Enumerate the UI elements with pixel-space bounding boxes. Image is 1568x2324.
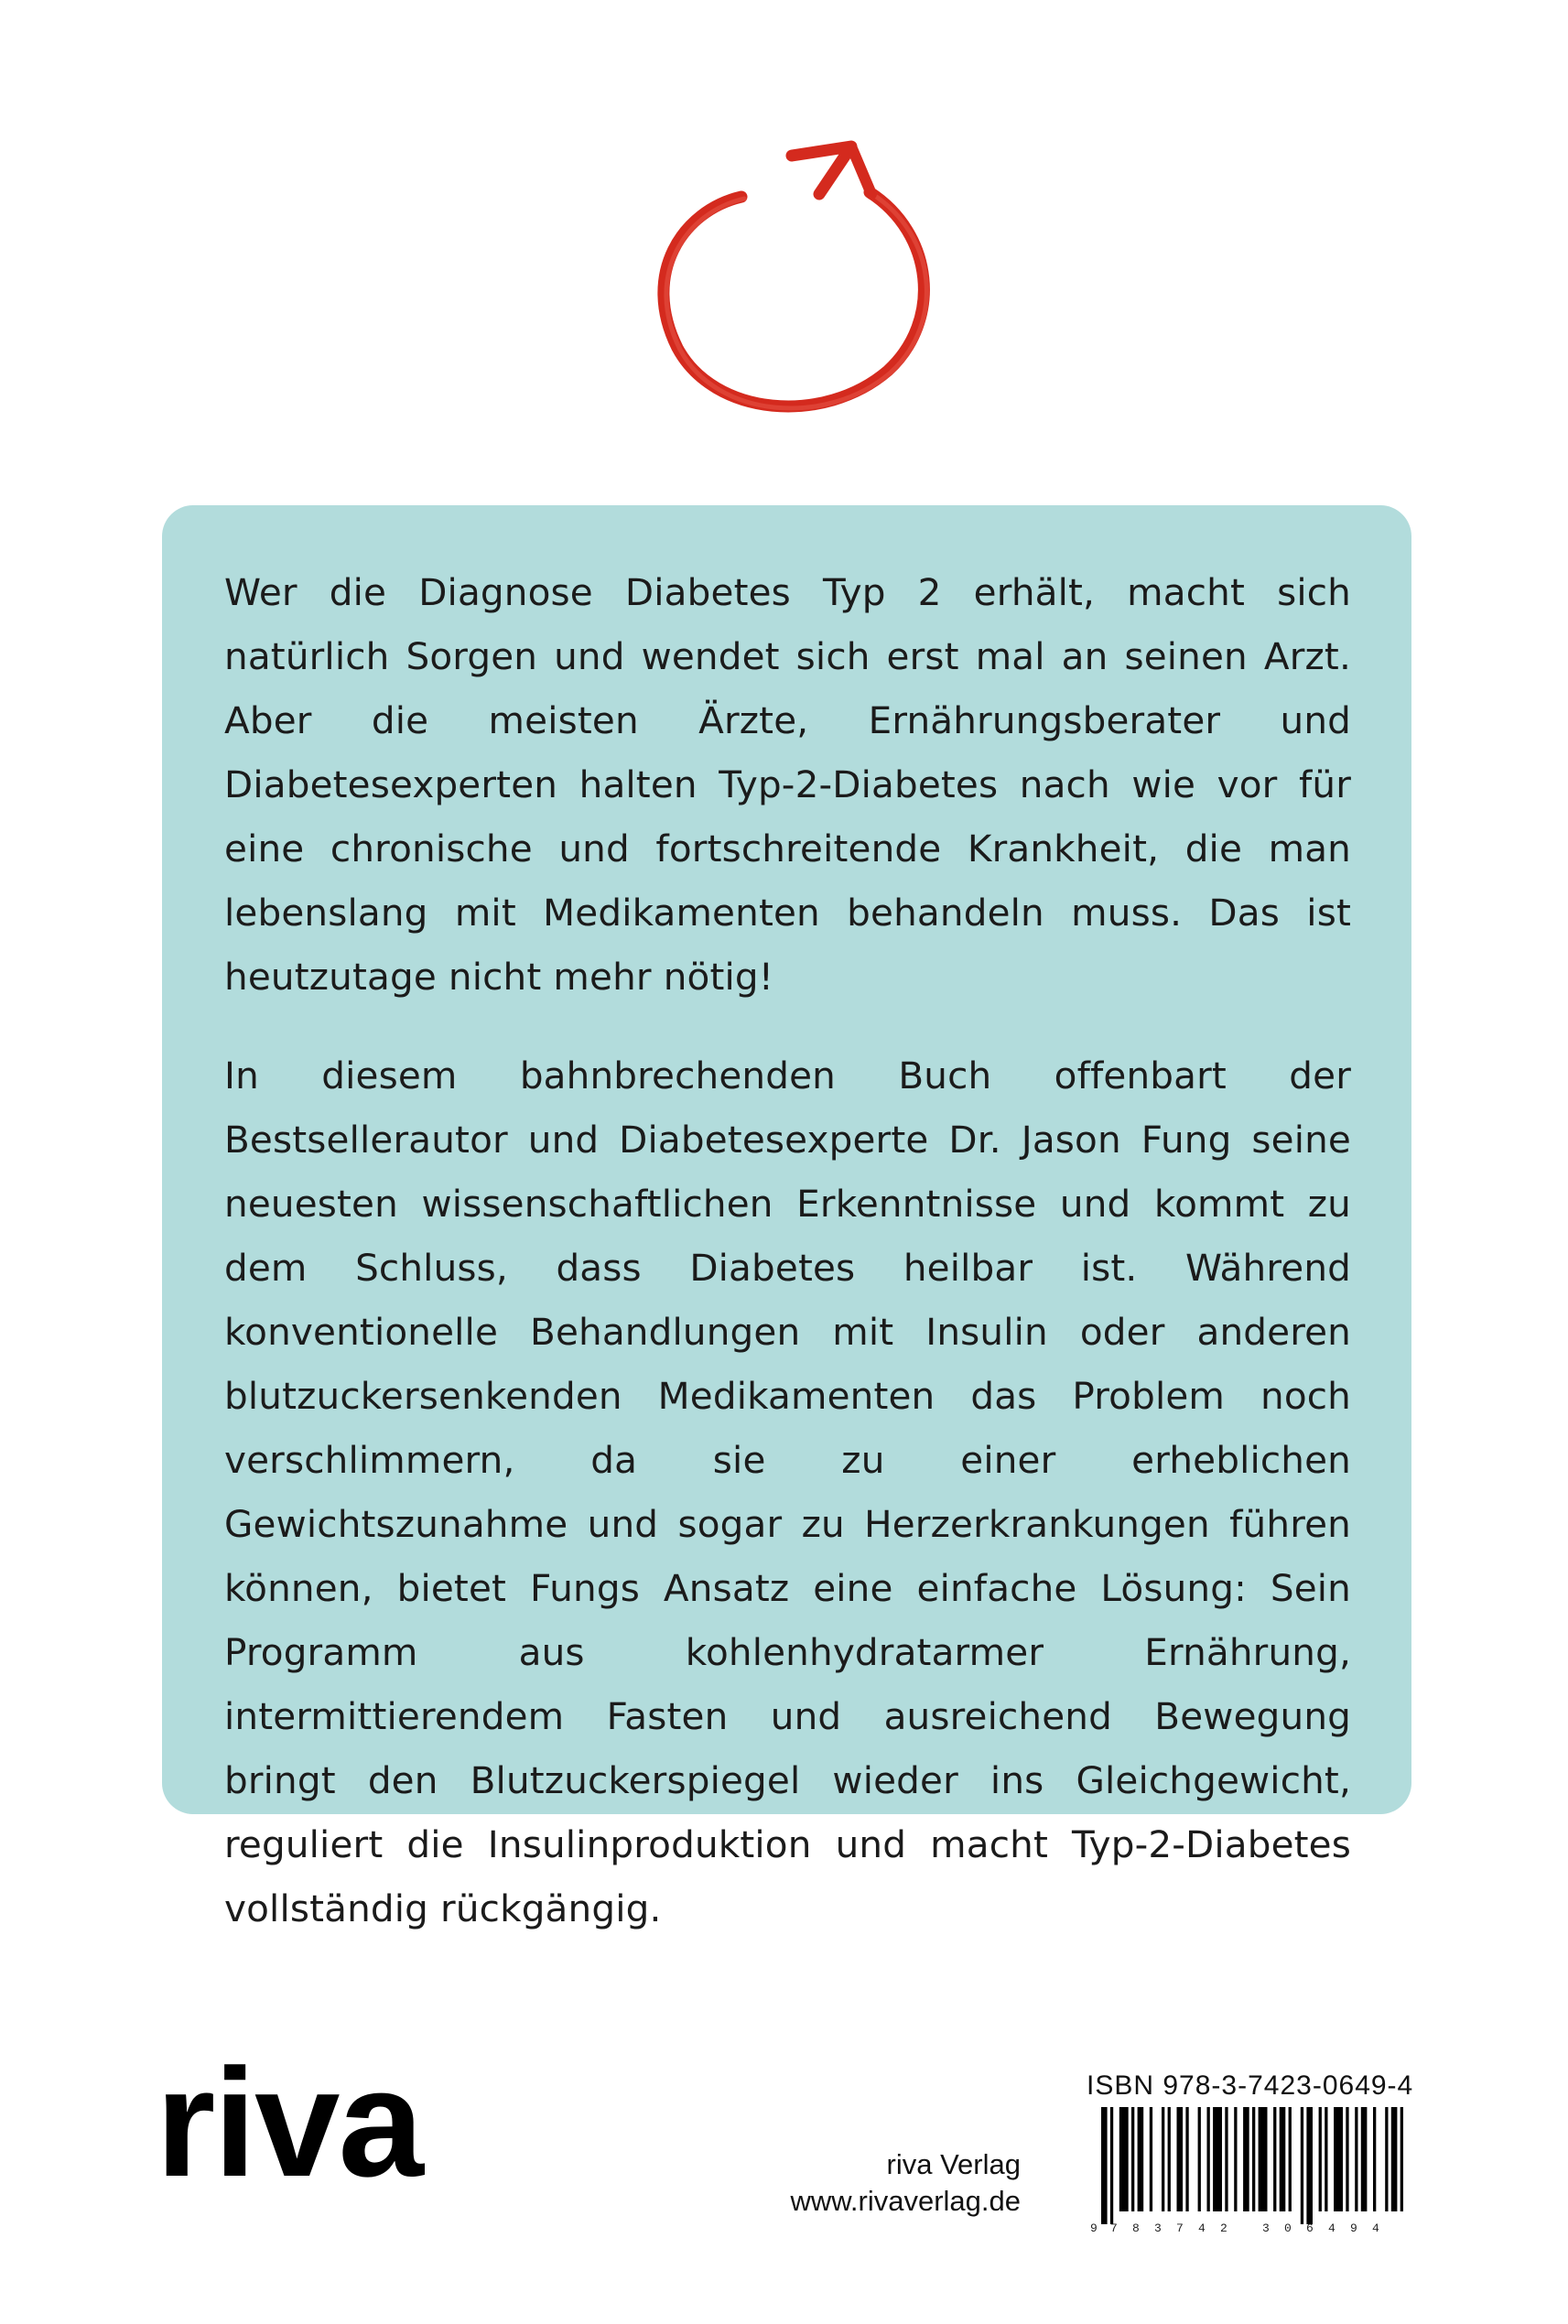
barcode-bar	[1177, 2107, 1184, 2211]
barcode-bar	[1131, 2107, 1134, 2211]
publisher-info	[790, 2146, 1021, 2220]
barcode-bar	[1346, 2107, 1348, 2211]
barcode-bar	[1355, 2107, 1357, 2211]
barcode-digit: 9	[1090, 2221, 1098, 2235]
barcode-bar	[1325, 2107, 1327, 2211]
barcode-bar	[1289, 2107, 1292, 2211]
barcode-digit: 0	[1284, 2221, 1292, 2235]
barcode-digit: 2	[1220, 2221, 1227, 2235]
barcode-digit: 4	[1198, 2221, 1206, 2235]
barcode-bar	[1273, 2107, 1276, 2211]
barcode-bar	[1162, 2107, 1164, 2211]
barcode-digit: 7	[1176, 2221, 1184, 2235]
isbn-block	[1087, 2070, 1414, 2235]
barcode-bar	[1198, 2107, 1201, 2211]
barcode-bar	[1319, 2107, 1322, 2211]
barcode-bar	[1301, 2107, 1303, 2224]
barcode-bar	[1400, 2107, 1403, 2211]
barcode-bar	[1168, 2107, 1171, 2211]
barcode-bar	[1243, 2107, 1249, 2211]
barcode	[1087, 2107, 1411, 2235]
isbn-line	[1087, 2070, 1414, 2102]
barcode-bar	[1234, 2107, 1237, 2211]
barcode-digit: 3	[1154, 2221, 1162, 2235]
publisher-website[interactable]: www.rivaverlag.de	[790, 2185, 1021, 2217]
publisher-name: riva Verlag	[886, 2148, 1021, 2180]
barcode-digit: 3	[1262, 2221, 1270, 2235]
barcode-bar	[1207, 2107, 1210, 2211]
barcode-bar	[1259, 2107, 1268, 2211]
barcode-digit: 8	[1132, 2221, 1140, 2235]
barcode-digit: 6	[1306, 2221, 1314, 2235]
barcode-bar	[1385, 2107, 1388, 2211]
barcode-bar	[1150, 2107, 1152, 2211]
barcode-bar	[1252, 2107, 1255, 2211]
barcode-digit: 9	[1350, 2221, 1357, 2235]
barcode-bar	[1373, 2107, 1376, 2211]
barcode-digit: 4	[1372, 2221, 1379, 2235]
isbn-number: 978-3-7423-0649-4	[1162, 2070, 1414, 2101]
barcode-bar	[1225, 2107, 1227, 2211]
barcode-bar	[1306, 2107, 1313, 2224]
barcode-bar	[1138, 2107, 1144, 2211]
isbn-label: ISBN	[1087, 2070, 1155, 2101]
barcode-digit: 4	[1328, 2221, 1336, 2235]
blurb-paragraph-2: In diesem bahnbrechenden Buch offenbart der Bestsellerautor und Diabetesexperte Dr. Jason Fung seine neuesten wissenschaftlichen Erkenntnisse und kommt zu dem Schluss, dass Diabetes heilbar ist. Während konventionelle Behandlungen mit Insulin oder anderen blutzuckersenkenden Medikamenten das Problem noch verschlimmern, da sie zu einer erheblichen Gewichtszunahme und sogar zu Herzerkrankungen führen können, bietet Fungs Ansatz eine einfache Lösung: Sein Programm aus kohlenhydratarmer Ernährung, intermittierendem Fasten und ausreichend Bewegung bringt den Blutzuckerspiegel wieder ins Gleichgewicht, reguliert die Insulinproduktion und macht Typ-2-Diabetes vollständig rückgängig.	[224, 1054, 1351, 1930]
barcode-bar	[1119, 2107, 1129, 2211]
barcode-bar	[1213, 2107, 1222, 2211]
publisher-logo: riva	[156, 2037, 422, 2209]
barcode-bar	[1334, 2107, 1343, 2211]
barcode-bar	[1185, 2107, 1188, 2211]
description-box	[162, 505, 1411, 1930]
barcode-digit: 7	[1110, 2221, 1118, 2235]
barcode-bar	[1280, 2107, 1286, 2211]
barcode-bar	[1391, 2107, 1398, 2211]
circular-arrow-icon	[604, 128, 970, 458]
barcode-bar	[1101, 2107, 1108, 2224]
barcode-bar	[1361, 2107, 1368, 2211]
barcode-bar	[1110, 2107, 1113, 2224]
blurb-paragraph-1: Wer die Diagnose Diabetes Typ 2 erhält, macht sich natürlich Sorgen und wendet sich erst mal an seinen Arzt. Aber die meisten Ärzte, Ernährungsberater und Diabetesexperten halten Typ-2-Diabetes nach wie vor für eine chronische und fortschreitende Krankheit, die man lebenslang mit Medikamenten behandeln muss. Das ist heutzutage nicht mehr nötig!	[224, 570, 1351, 999]
